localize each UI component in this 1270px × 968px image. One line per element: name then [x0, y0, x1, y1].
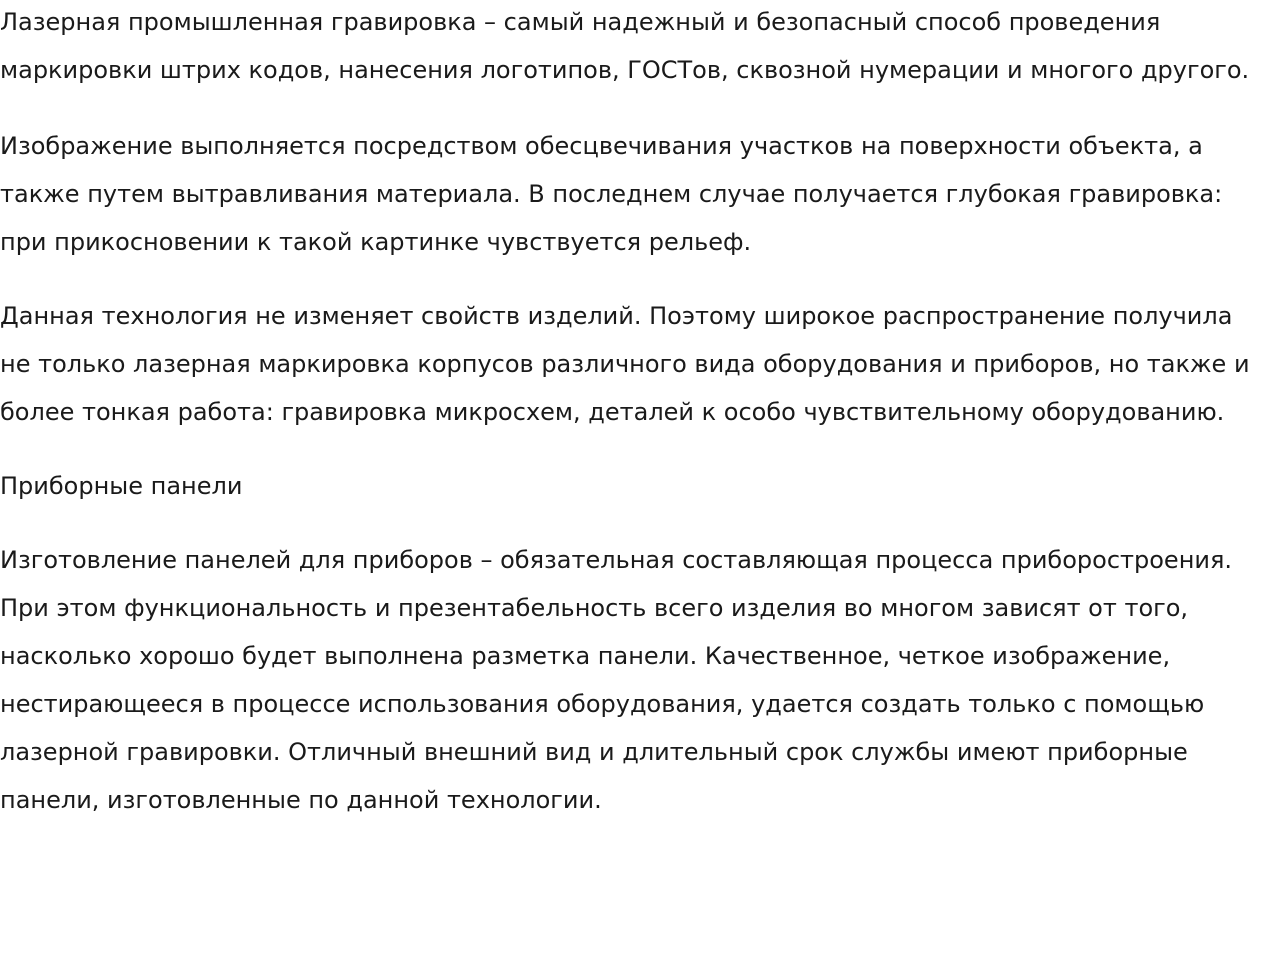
- paragraph-method: Изображение выполняется посредством обесцвечивания участков на поверхности объекта, а также путем вытравливания материала. В последнем случае получается глубокая гравировка: при прикосновении к такой картинке чувствуется рельеф.: [0, 132, 1223, 256]
- section-heading: Приборные панели: [0, 472, 243, 500]
- paragraph-technology: Данная технология не изменяет свойств изделий. Поэтому широкое распространение получила не только лазерная маркировка корпусов различного вида оборудования и приборов, но также и более тонкая работа: гравировка микросхем, деталей к особо чувствительному оборудованию.: [0, 302, 1250, 426]
- paragraph-panels: Изготовление панелей для приборов – обязательная составляющая процесса приборостроения. При этом функциональность и презентабельность всего изделия во многом зависят от того, насколько хорошо будет выполнена разметка панели. Качественное, четкое изображение, нестирающееся в процессе использования оборудования, удается создать только с помощью лазерной гравировки. Отличный внешний вид и длительный срок службы имеют приборные панели, изготовленные по данной технологии.: [0, 546, 1233, 814]
- paragraph-intro: Лазерная промышленная гравировка – самый надежный и безопасный способ проведения маркировки штрих кодов, нанесения логотипов, ГОСТов, сквозной нумерации и многого другого.: [0, 8, 1250, 84]
